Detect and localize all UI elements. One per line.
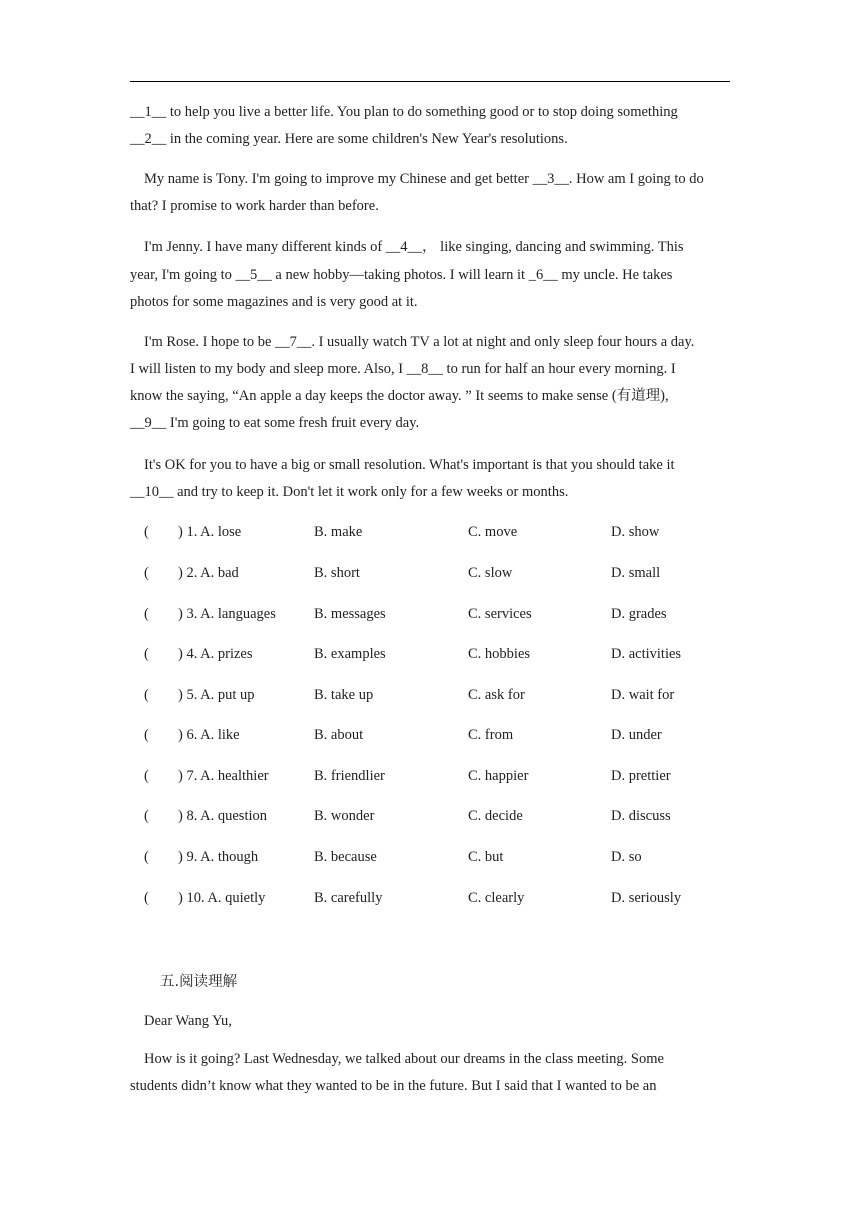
answer-bracket[interactable]: ( (144, 646, 149, 662)
option-a: ) 5. A. put up (178, 687, 255, 703)
option-a: ) 7. A. healthier (178, 768, 269, 784)
option-c: C. move (468, 524, 518, 540)
option-b: B. take up (314, 687, 374, 703)
question-row-9 (144, 847, 744, 867)
option-d: D. so (611, 849, 642, 865)
passage-line: that? I promise to work harder than before. (130, 198, 379, 214)
option-d: D. wait for (611, 687, 675, 703)
option-a: ) 4. A. prizes (178, 646, 253, 662)
passage-line: It's OK for you to have a big or small resolution. What's important is that you should take it (144, 457, 675, 473)
option-b: B. wonder (314, 808, 375, 824)
answer-bracket[interactable]: ( (144, 606, 149, 622)
letter-line: students didn’t know what they wanted to be in the future. But I said that I wanted to be an (130, 1078, 657, 1094)
option-d: D. prettier (611, 768, 671, 784)
option-c: C. hobbies (468, 646, 531, 662)
option-a: ) 9. A. though (178, 849, 259, 865)
option-b: B. about (314, 727, 364, 743)
option-b: B. make (314, 524, 363, 540)
passage-line: My name is Tony. I'm going to improve my Chinese and get better __3__. How am I going to do (144, 171, 704, 187)
answer-bracket[interactable]: ( (144, 687, 149, 703)
answer-bracket[interactable]: ( (144, 524, 149, 540)
option-a: ) 2. A. bad (178, 565, 239, 581)
question-row-10 (144, 888, 744, 908)
answer-bracket[interactable]: ( (144, 890, 149, 906)
option-c: C. decide (468, 808, 523, 824)
option-d: D. activities (611, 646, 682, 662)
option-b: B. friendlier (314, 768, 385, 784)
answer-bracket[interactable]: ( (144, 768, 149, 784)
option-b: B. messages (314, 606, 386, 622)
passage-paragraph-3-cont (130, 262, 730, 316)
option-c: C. happier (468, 768, 529, 784)
section-heading: 五.阅读理解 (160, 974, 238, 990)
passage-paragraph-2-cont (130, 193, 730, 220)
answer-bracket[interactable]: ( (144, 849, 149, 865)
question-row-8 (144, 806, 744, 826)
passage-line: know the saying, “An apple a day keeps the doctor away. ” It seems to make sense (有道理), (130, 388, 669, 404)
passage-line: I'm Rose. I hope to be __7__. I usually watch TV a lot at night and only sleep four hours a day. (144, 334, 695, 350)
passage-paragraph-4 (130, 329, 730, 356)
option-a: ) 3. A. languages (178, 606, 276, 622)
option-b: B. examples (314, 646, 386, 662)
option-a: ) 8. A. question (178, 808, 268, 824)
passage-line: __1__ to help you live a better life. You plan to do something good or to stop doing something (130, 104, 678, 120)
passage-paragraph-5-cont (130, 479, 730, 506)
passage-line: I'm Jenny. I have many different kinds of __4__， like singing, dancing and swimming. This (144, 239, 684, 255)
passage-line: __10__ and try to keep it. Don't let it work only for a few weeks or months. (130, 484, 569, 500)
passage-line: __2__ in the coming year. Here are some children's New Year's resolutions. (130, 131, 568, 147)
option-d: D. discuss (611, 808, 671, 824)
header-rule (130, 81, 730, 82)
answer-bracket[interactable]: ( (144, 727, 149, 743)
option-d: D. small (611, 565, 661, 581)
answer-bracket[interactable]: ( (144, 565, 149, 581)
question-row-4 (144, 644, 744, 664)
letter-salutation: Dear Wang Yu, (144, 1013, 232, 1029)
passage-line: year, I'm going to __5__ a new hobby—taking photos. I will learn it _6__ my uncle. He takes (130, 267, 673, 283)
question-row-1 (144, 522, 744, 542)
option-a: ) 10. A. quietly (178, 890, 266, 906)
passage-paragraph-3 (130, 234, 730, 261)
question-row-5 (144, 685, 744, 705)
option-b: B. because (314, 849, 377, 865)
option-c: C. slow (468, 565, 513, 581)
passage-paragraph-5 (130, 452, 730, 479)
passage-line: I will listen to my body and sleep more. Also, I __8__ to run for half an hour every morning. I (130, 361, 676, 377)
option-c: C. but (468, 849, 504, 865)
option-b: B. carefully (314, 890, 383, 906)
question-row-6 (144, 725, 744, 745)
option-d: D. under (611, 727, 662, 743)
option-c: C. services (468, 606, 532, 622)
letter-paragraph-cont (130, 1073, 730, 1100)
passage-paragraph-2 (130, 166, 730, 193)
option-c: C. clearly (468, 890, 525, 906)
passage-paragraph-4-cont (130, 356, 730, 437)
letter-line: How is it going? Last Wednesday, we talked about our dreams in the class meeting. Some (144, 1051, 664, 1067)
option-d: D. seriously (611, 890, 682, 906)
passage-line: __9__ I'm going to eat some fresh fruit every day. (130, 415, 420, 431)
option-a: ) 6. A. like (178, 727, 240, 743)
option-a: ) 1. A. lose (178, 524, 242, 540)
option-d: D. show (611, 524, 660, 540)
option-c: C. from (468, 727, 514, 743)
answer-bracket[interactable]: ( (144, 808, 149, 824)
question-row-2 (144, 563, 744, 583)
letter-paragraph (130, 1046, 730, 1073)
option-b: B. short (314, 565, 360, 581)
question-row-3 (144, 604, 744, 624)
passage-paragraph-1 (130, 99, 730, 153)
option-d: D. grades (611, 606, 667, 622)
passage-line: photos for some magazines and is very good at it. (130, 294, 418, 310)
option-c: C. ask for (468, 687, 525, 703)
question-row-7 (144, 766, 744, 786)
